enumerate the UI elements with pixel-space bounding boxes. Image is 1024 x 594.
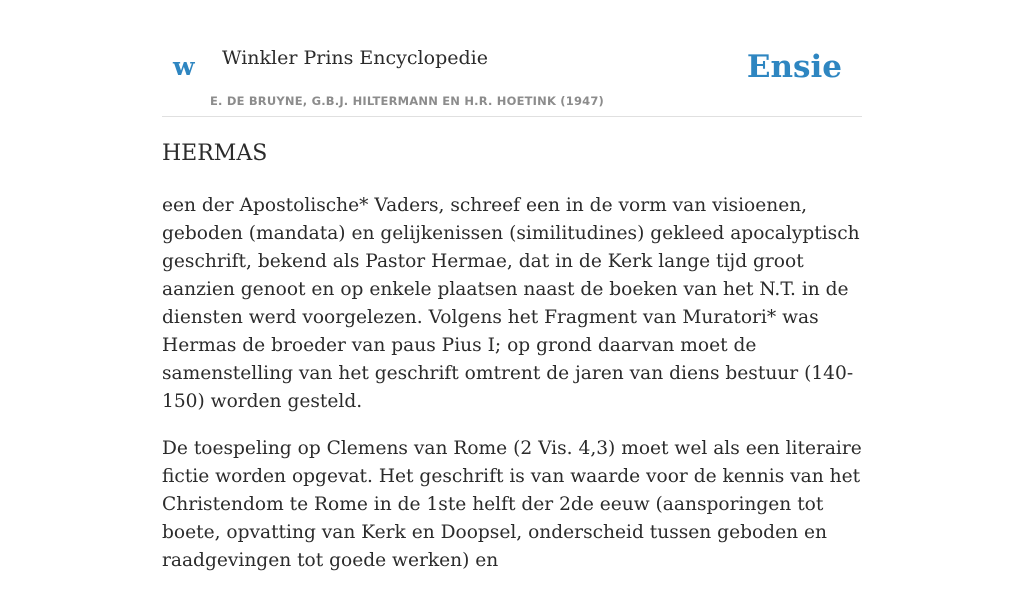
ensie-logo[interactable]: Ensie <box>746 49 842 85</box>
paragraph: een der Apostolische* Vaders, schreef een in de vorm van visioenen, geboden (mandata) en gelijkenissen (similitudines) gekleed apocalyptisch geschrift, bekend als Pastor Hermae, dat in de Kerk lange tijd groot aanzien genoot en op enkele plaatsen naast de boeken van het N.T. in de diensten werd voorgelezen. Volgens het Fragment van Muratori* was Hermas de broeder van paus Pius I; op grond daarvan moet de samenstelling van het geschrift omtrent de jaren van diens bestuur (140-150) worden gesteld. <box>162 195 860 412</box>
winkler-prins-logo[interactable]: w <box>173 52 195 81</box>
entry-body <box>162 192 867 594</box>
header <box>162 0 862 117</box>
encyclopedia-title[interactable]: Winkler Prins Encyclopedie <box>222 47 488 69</box>
entry-title: HERMAS <box>162 141 268 166</box>
authors-line: E. DE BRUYNE, G.B.J. HILTERMANN EN H.R. HOETINK (1947) <box>210 94 605 108</box>
paragraph: De toespeling op Clemens van Rome (2 Vis. 4,3) moet wel als een literaire fictie worden opgevat. Het geschrift is van waarde voor de kennis van het Christendom te Rome in de 1ste helft der 2de eeuw (aansporingen tot boete, opvatting van Kerk en Doopsel, onderscheid tussen geboden en raadgevingen tot goede werken) en <box>162 438 862 571</box>
